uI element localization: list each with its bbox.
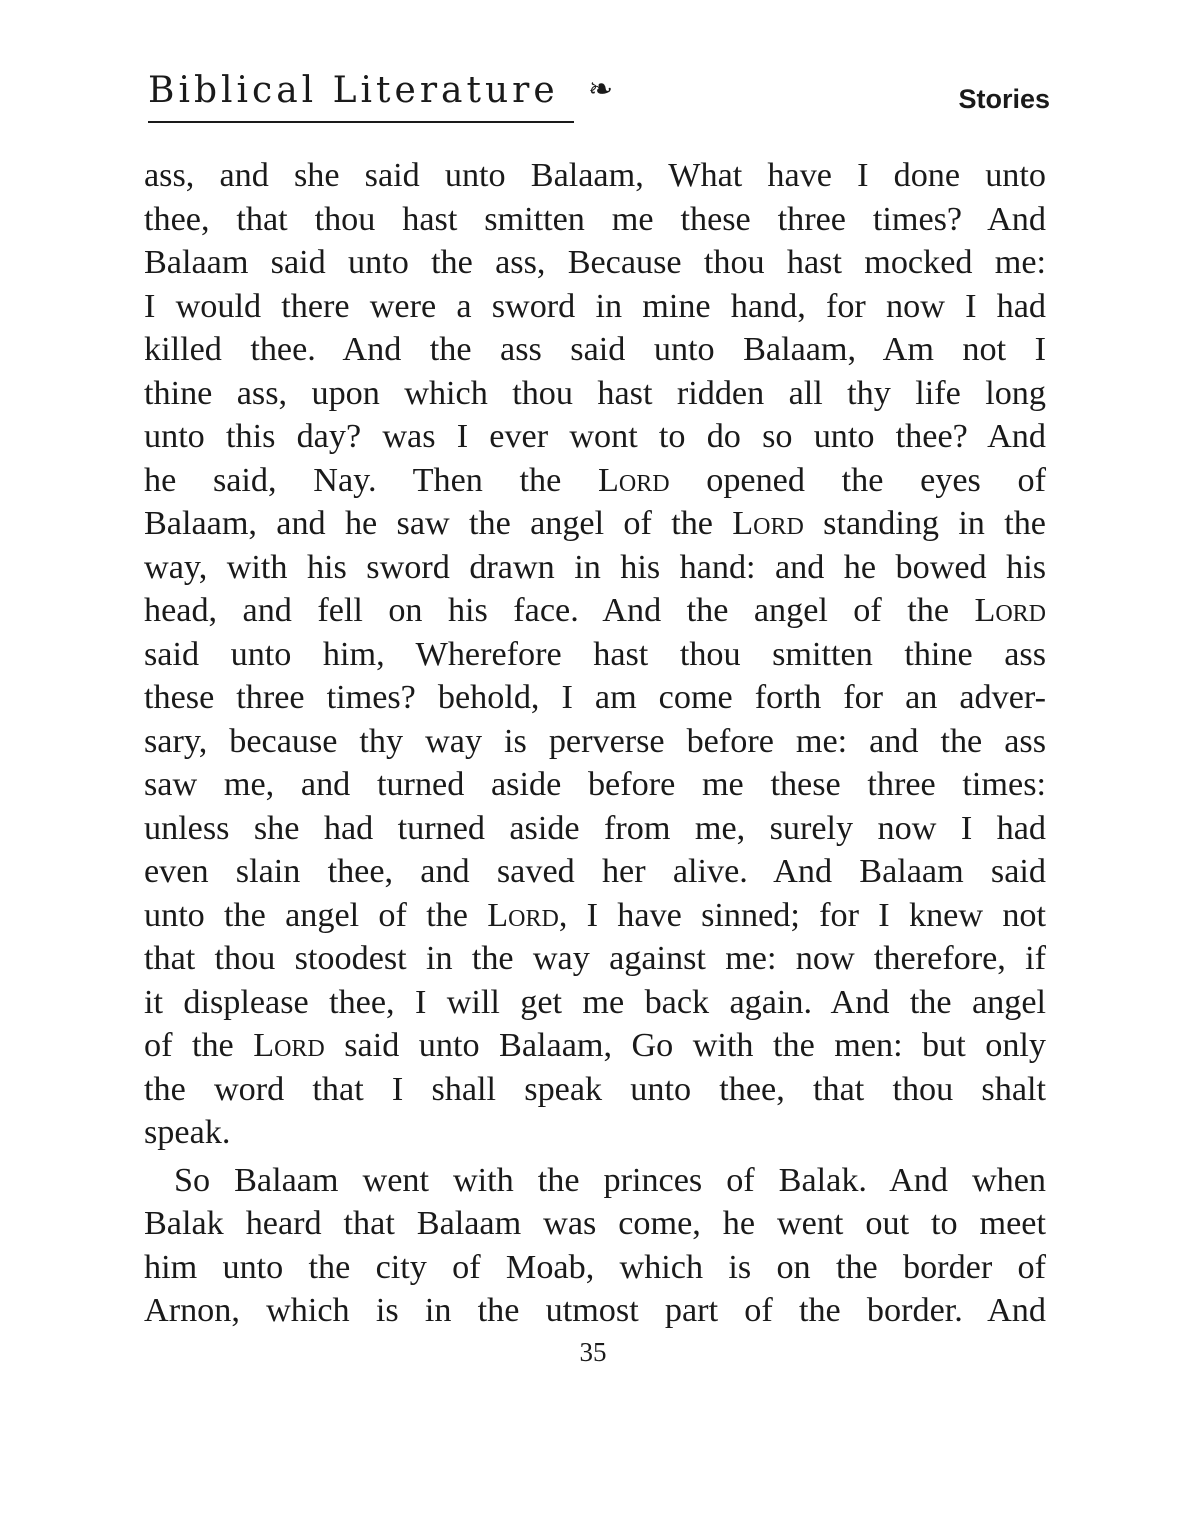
header-rule [148, 121, 574, 123]
text-line: Balaam, and he saw the angel of the Lord standing in the [144, 505, 1046, 542]
text-line: these three times? behold, I am come forth for an adver- [144, 679, 1046, 716]
text-line: the word that I shall speak unto thee, that thou shalt [144, 1070, 1046, 1108]
fleuron-icon: ❧ [588, 72, 614, 107]
text-line: speak. [144, 1114, 231, 1151]
text-line: So Balaam went with the princes of Balak. And when [174, 1161, 1046, 1199]
paragraph-2 [144, 1159, 1046, 1333]
text-line: killed thee. And the ass said unto Balaam, Am not I [144, 331, 1046, 368]
text-line: I would there were a sword in mine hand, for now I had [144, 287, 1046, 325]
text-line: unless she had turned aside from me, surely now I had [144, 809, 1046, 847]
text-line: thee, that thou hast smitten me these three times? And [144, 200, 1046, 238]
body-text [144, 154, 1046, 1333]
text-line: Balak heard that Balaam was come, he went out to meet [144, 1205, 1046, 1242]
text-line: that thou stoodest in the way against me: now therefore, if [144, 940, 1046, 977]
text-line: of the Lord said unto Balaam, Go with the men: but only [144, 1027, 1047, 1064]
text-line: thine ass, upon which thou hast ridden all thy life long [144, 374, 1046, 412]
section-label: Stories [958, 84, 1050, 114]
text-line: ass, and she said unto Balaam, What have I done unto [144, 157, 1046, 194]
page-number: 35 [579, 1337, 607, 1367]
text-line: he said, Nay. Then the Lord opened the eyes of [144, 461, 1046, 499]
text-line: unto this day? was I ever wont to do so unto thee? And [144, 418, 1046, 455]
text-line: sary, because thy way is perverse before me: and the ass [144, 722, 1046, 760]
paragraph-1 [144, 154, 1046, 1155]
text-line: Arnon, which is in the utmost part of the border. And [144, 1292, 1046, 1329]
text-line: Balaam said unto the ass, Because thou hast mocked me: [144, 244, 1046, 281]
text-line: way, with his sword drawn in his hand: and he bowed his [144, 548, 1046, 586]
text-line: even slain thee, and saved her alive. And Balaam said [144, 853, 1046, 890]
text-line: saw me, and turned aside before me these three times: [144, 766, 1046, 803]
text-line: unto the angel of the Lord, I have sinned; for I knew not [144, 896, 1046, 934]
text-line: it displease thee, I will get me back again. And the angel [144, 983, 1046, 1021]
text-line: head, and fell on his face. And the angel of the Lord [144, 592, 1046, 629]
text-line: said unto him, Wherefore hast thou smitten thine ass [144, 635, 1046, 673]
running-title: Biblical Literature [148, 70, 559, 111]
text-line: him unto the city of Moab, which is on the border of [144, 1248, 1046, 1286]
